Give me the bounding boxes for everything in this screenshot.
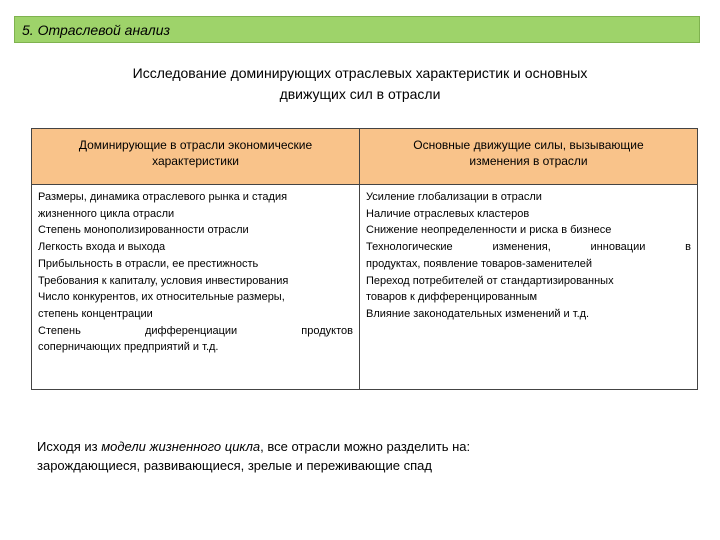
column-header-characteristics [32,129,360,184]
list-item: Прибыльность в отрасли, ее престижность [38,257,259,270]
characteristics-table [31,128,698,390]
word: продуктов [301,324,353,337]
header-line: Основные движущие силы, вызывающие [413,138,644,152]
footer-line-2: зарождающиеся, развивающиеся, зрелые и переживающие спад [37,458,432,473]
slide-title-line-1: Исследование доминирующих отраслевых характеристик и основных [132,65,588,81]
section-title: 5. Отраслевой анализ [22,22,170,38]
footer-line-1 [37,437,677,456]
word: изменения, [492,241,551,254]
footer-italic-term: модели жизненного цикла [101,439,261,454]
list-item: жизненного цикла отрасли [38,207,175,220]
list-item: Число конкурентов, их относительные размеры, [38,291,285,304]
header-line: характеристики [152,154,239,168]
list-item: соперничающих предприятий и т.д. [38,341,219,354]
word: дифференциации [144,324,238,337]
word: Технологические [366,241,453,254]
table-header-row [32,129,697,185]
slide-title-line-2: движущих сил в отрасли [279,86,441,102]
word: Степень [38,324,81,337]
list-item: Влияние законодательных изменений и т.д. [366,307,590,320]
list-item: Размеры, динамика отраслевого рынка и стадия [38,191,288,203]
cell-driving-forces [360,185,697,389]
list-item: Легкость входа и выхода [38,241,166,254]
list-item: продуктах, появление товаров-заменителей [366,257,593,270]
footer-suffix: , все отрасли можно разделить на: [260,439,471,454]
table-body-row [32,185,697,389]
cell-characteristics [32,185,360,389]
list-item: Снижение неопределенности и риска в бизнесе [366,224,612,237]
column-header-driving-forces [360,129,697,184]
header-line: Доминирующие в отрасли экономические [78,138,313,152]
list-item: Требования к капиталу, условия инвестирования [38,274,289,287]
list-item: Переход потребителей от стандартизированных [366,274,614,287]
header-line: изменения в отрасли [469,154,588,168]
list-item: товаров к дифференцированным [366,291,538,304]
list-item: Степень монополизированности отрасли [38,224,249,237]
list-item: Усиление глобализации в отрасли [366,191,542,203]
list-item: Наличие отраслевых кластеров [366,207,530,220]
footer-prefix: Исходя из [37,439,102,454]
list-item-justified [366,239,691,256]
list-item-justified [38,323,353,340]
slide-title [40,63,680,105]
word: инновации [590,241,646,254]
list-item: степень концентрации [38,307,153,320]
word: в [685,241,691,254]
section-header [14,16,700,43]
footer-text [37,437,677,475]
